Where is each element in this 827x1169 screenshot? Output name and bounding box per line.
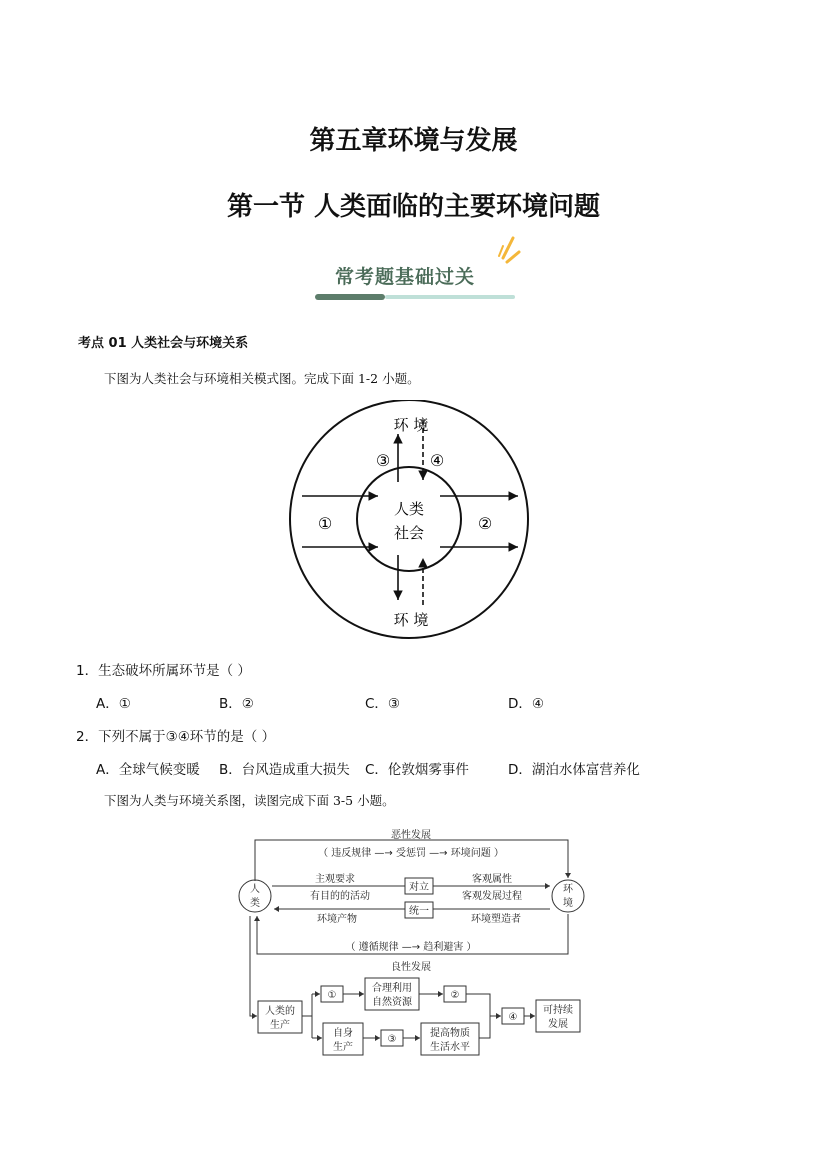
question-2-stem: 2．下列不属于③④环节的是（ ） [76, 729, 276, 745]
svg-text:自然资源: 自然资源 [372, 997, 412, 1008]
marker-4: ④ [429, 451, 445, 470]
question-2-option-a: A．全球气候变暖 [96, 762, 200, 778]
env-bottom-label: 环 境 [393, 611, 429, 629]
unify-label: 统一 [409, 906, 429, 917]
c3-label: ③ [387, 1034, 397, 1045]
question-1-option-d: D．④ [508, 696, 544, 712]
question-2-option-d: D．湖泊水体富营养化 [508, 762, 640, 778]
question-1-option-c: C．③ [365, 696, 401, 712]
c4-label: ④ [508, 1012, 518, 1023]
sparkle-icon [495, 236, 521, 266]
center-label-1: 人类 [393, 500, 425, 518]
svg-text:合理利用: 合理利用 [372, 983, 412, 994]
svg-text:自身: 自身 [333, 1028, 353, 1039]
oppose-label: 对立 [409, 882, 429, 893]
section-title: 第一节 人类面临的主要环境问题 [226, 192, 601, 222]
banner-bar-dark [315, 294, 385, 300]
marker-1: ① [317, 514, 333, 533]
inner-circle [357, 467, 461, 571]
figure2-intro: 下图为人类与环境关系图，读图完成下面 3-5 小题。 [104, 793, 395, 808]
c1-label: ① [327, 990, 337, 1001]
question-1-option-a: A．① [96, 696, 131, 712]
evil-loop-line [255, 840, 568, 881]
svg-text:提高物质: 提高物质 [430, 1028, 470, 1039]
benign-chain: （ 遵循规律 —→ 趋利避害 ） [345, 942, 477, 953]
evil-chain: （ 违反规律 —→ 受惩罚 —→ 环境问题 ） [318, 848, 504, 859]
banner-bar-light [385, 295, 515, 299]
human-label-1: 人 [250, 884, 260, 895]
c2-label: ② [450, 990, 460, 1001]
evil-title: 恶性发展 [391, 830, 431, 841]
figure1-intro: 下图为人类社会与环境相关模式图。完成下面 1-2 小题。 [104, 371, 420, 386]
svg-text:生产: 生产 [270, 1020, 290, 1031]
svg-text:生产: 生产 [333, 1042, 353, 1053]
env-label-2: 境 [563, 898, 573, 909]
objective-process-label: 客观发展过程 [462, 891, 522, 902]
env-shaper-label: 环境塑造者 [471, 914, 521, 925]
figure1-diagram [280, 400, 540, 640]
subjective-label: 主观要求 [315, 874, 355, 885]
marker-2: ② [477, 514, 493, 533]
question-2-option-c: C．伦敦烟雾事件 [365, 762, 469, 778]
svg-text:生活水平: 生活水平 [430, 1042, 470, 1053]
purposeful-label: 有目的的活动 [310, 891, 370, 902]
question-1-stem: 1．生态破坏所属环节是（ ） [76, 663, 251, 679]
benign-title: 良性发展 [391, 962, 431, 973]
topic-heading: 考点 01 人类社会与环境关系 [78, 336, 249, 351]
question-2-option-b: B．台风造成重大损失 [219, 762, 350, 778]
chapter-title: 第五章环境与发展 [309, 126, 518, 156]
svg-text:人类的: 人类的 [265, 1006, 295, 1017]
banner-label: 常考题基础过关 [335, 266, 476, 288]
env-label-1: 环 [563, 884, 573, 895]
center-label-2: 社会 [393, 524, 425, 542]
marker-3: ③ [375, 451, 391, 470]
svg-text:发展: 发展 [548, 1019, 568, 1030]
env-product-label: 环境产物 [317, 914, 357, 925]
human-label-2: 类 [250, 898, 260, 909]
human-to-production-line [250, 916, 257, 1016]
env-top-label: 环 境 [393, 416, 429, 434]
figure2-diagram [230, 826, 600, 1064]
question-1-option-b: B．② [219, 696, 254, 712]
objective-label: 客观属性 [472, 874, 512, 885]
svg-text:可持续: 可持续 [543, 1005, 573, 1016]
